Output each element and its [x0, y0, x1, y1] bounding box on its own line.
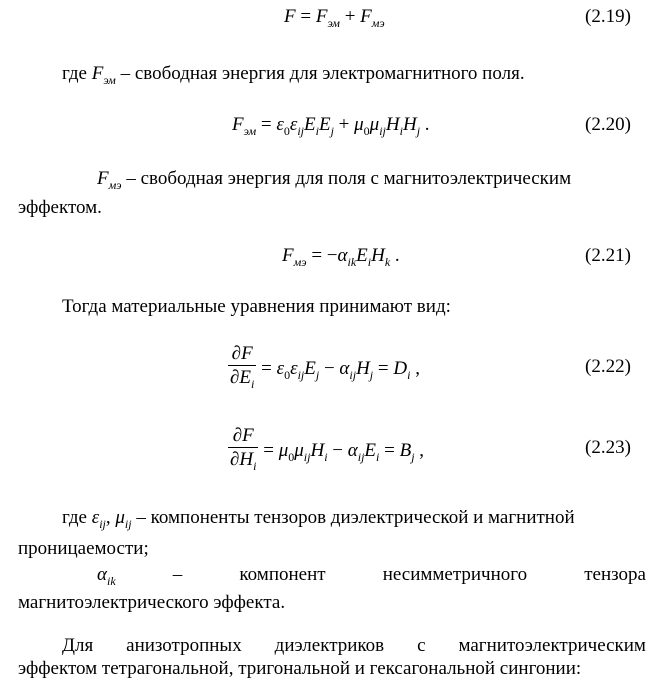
equation-2-22: $\frac{\partial F}{\partial E_i}$ = $\varepsilon_0\varepsilon_{ij}E_j - \alpha_{ij}H_j = D_i$ , [228, 343, 420, 396]
equation-number-2-21: (2.21) [585, 245, 631, 266]
text-me-effect: магнитоэлектрического эффекта. [18, 592, 286, 613]
text-em-description: – свободная энергия для электромагнитного поля. [120, 63, 525, 84]
p5-word-tensor: тензора [584, 564, 646, 585]
p6-word-3: диэлектриков [274, 635, 385, 656]
text-tensor-description: – компоненты тензоров диэлектрической и магнитной [136, 507, 575, 528]
equation-2-20: $F_{эм} = \varepsilon_0\varepsilon_{ij}E_iE_j + \mu_0\mu_{ij}H_iH_j$ . [232, 114, 430, 138]
equation-2-19: $F = F_{эм} + F_{мэ}$ [284, 6, 385, 30]
paragraph-material-equations: Тогда материальные уравнения принимают вид: [62, 296, 451, 317]
equation-2-21: $F_{мэ} = -\alpha_{ik}E_iH_k$ . [282, 245, 400, 269]
text-effect-line: эффектом. [18, 197, 102, 218]
equation-number-2-23: (2.23) [585, 437, 631, 458]
p6-word-5: магнитоэлектрическим [458, 635, 646, 656]
text-syngony: эффектом тетрагональной, тригональной и гексагональной сингонии: [18, 658, 582, 679]
p6-word-4: с [417, 635, 426, 656]
paragraph-tensor-components: где $\varepsilon_{ij}$, $\mu_{ij}$ – компоненты тензоров диэлектрической и магнитной [62, 507, 575, 531]
fraction-dF-dEi: $\frac{\partial F}{\partial E_i}$ [230, 343, 255, 391]
text-permeability: проницаемости; [18, 538, 149, 559]
text-me-description: – свободная энергия для поля с магнитоэлектрическим [126, 168, 572, 189]
paragraph-free-energy-em: где $F_{эм}$ – свободная энергия для электромагнитного поля. [62, 63, 525, 87]
p5-word-component: компонент [239, 564, 326, 585]
text-where: где [62, 63, 87, 84]
equation-2-23: $\frac{\partial F}{\partial H_i}$ = $\mu_0\mu_{ij}H_i - \alpha_{ij}E_i = B_j$ , [228, 425, 424, 478]
fraction-dF-dHi: $\frac{\partial F}{\partial H_i}$ [230, 425, 257, 473]
paragraph-alpha-component: $\alpha_{ik}$ – компонент несимметричного тензора [97, 564, 646, 592]
p6-word-2: анизотропных [126, 635, 242, 656]
equation-number-2-20: (2.20) [585, 114, 631, 135]
equation-number-2-22: (2.22) [585, 356, 631, 377]
p6-word-1: Для [62, 635, 94, 656]
paragraph-free-energy-me: $F_{мэ}$ – свободная энергия для поля с магнитоэлектрическим [97, 168, 572, 192]
text-where-2: где [62, 507, 87, 528]
p5-word-asymmetric: несимметричного [382, 564, 528, 585]
equation-number-2-19: (2.19) [585, 6, 631, 27]
p5-word-dash: – [172, 564, 183, 585]
paragraph-anisotropic [62, 635, 646, 657]
